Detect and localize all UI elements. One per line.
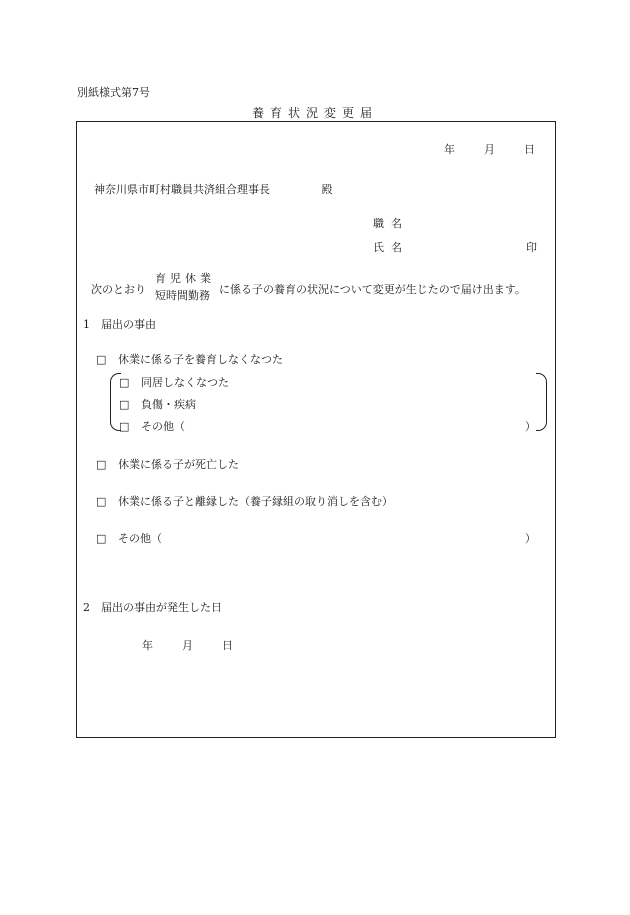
sub-reason-not-cohabiting — [119, 374, 229, 390]
event-year-label: 年 — [142, 639, 153, 652]
leave-type-childcare: 育児休業 — [155, 272, 215, 285]
sub-reason-label: 同居しなくなつた — [141, 376, 229, 389]
name-label: 氏名 — [373, 241, 409, 254]
leave-type-short-hours: 短時間勤務 — [155, 289, 210, 302]
addressee-honorific: 殿 — [321, 183, 333, 196]
form-title: 養育状況変更届 — [251, 106, 378, 120]
sub-reason-label: その他（ — [141, 420, 185, 433]
sub-other-close-paren: ） — [525, 420, 536, 433]
position-label: 職名 — [373, 217, 409, 230]
addressee — [94, 181, 333, 197]
declaration-prefix: 次のとおり — [91, 283, 146, 296]
reason-adoption-dissolved — [96, 493, 393, 509]
year-label: 年 — [444, 143, 455, 156]
checkbox[interactable]: □ — [96, 532, 107, 545]
day-label: 日 — [524, 143, 535, 156]
other-close-paren: ） — [525, 532, 536, 545]
leave-type-options — [155, 270, 215, 304]
reason-child-deceased — [96, 456, 239, 472]
event-date — [142, 637, 233, 653]
declaration-suffix: に係る子の養育の状況について変更が生じたので届け出ます。 — [219, 283, 526, 296]
checkbox[interactable]: □ — [119, 398, 130, 411]
reason-label: 休業に係る子が死亡した — [118, 458, 239, 471]
section2-heading: 2 届出の事由が発生した日 — [83, 601, 222, 614]
section1-heading: 1 届出の事由 — [83, 318, 156, 331]
month-label: 月 — [484, 143, 495, 156]
sub-reason-injury-illness — [119, 396, 196, 412]
checkbox[interactable]: □ — [119, 376, 130, 389]
reason-other — [96, 530, 162, 546]
addressee-name: 神奈川県市町村職員共済組合理事長 — [94, 183, 270, 196]
reason-no-longer-raising — [96, 351, 283, 367]
checkbox[interactable]: □ — [119, 420, 130, 433]
event-month-label: 月 — [182, 639, 193, 652]
checkbox[interactable]: □ — [96, 458, 107, 471]
checkbox[interactable]: □ — [96, 495, 107, 508]
reason-label: その他（ — [118, 532, 162, 545]
sub-reason-other — [119, 418, 185, 434]
reason-label: 休業に係る子を養育しなくなつた — [118, 353, 283, 366]
seal-mark: 印 — [526, 241, 537, 254]
checkbox[interactable]: □ — [96, 353, 107, 366]
right-bracket — [536, 373, 547, 431]
reason-label: 休業に係る子と離縁した（養子縁組の取り消しを含む） — [118, 495, 393, 508]
sub-reason-label: 負傷・疾病 — [141, 398, 196, 411]
date-line — [444, 141, 535, 157]
form-number: 別紙様式第7号 — [77, 86, 150, 99]
event-day-label: 日 — [222, 639, 233, 652]
